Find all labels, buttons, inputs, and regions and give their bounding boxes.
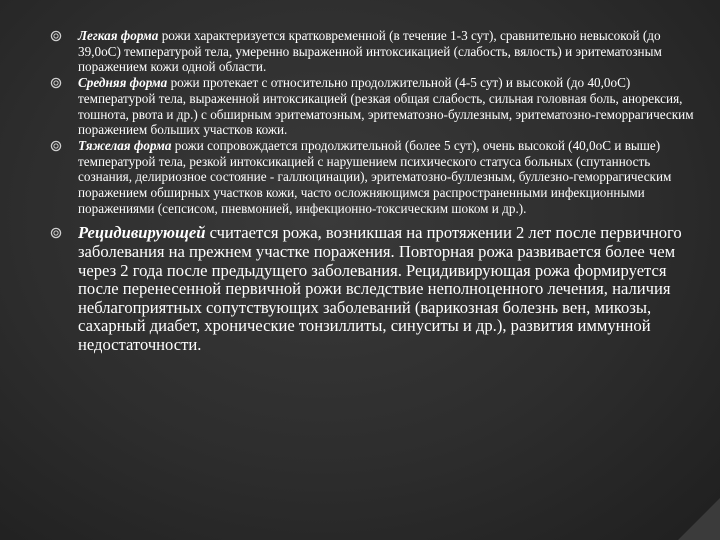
description-severe-form: рожи сопровождается продолжительной (более 5 сут), очень высокой (40,0оС и выше) температурой тела, резкой интоксикацией с нарушением психического статуса больных (спутанность сознания, делириозное состояние - галлюцинации), эритематозно-буллезным, буллезно-геморрагическим поражением обширных участков кожи, часто осложняющимся распространенными инфекционными поражениями (сепсисом, пневмонией, инфекционно-токсическим шоком и др.). bbox=[78, 137, 672, 216]
list-item-severe-form bbox=[50, 138, 695, 217]
ring-bullet-icon bbox=[50, 77, 62, 89]
bullet-list bbox=[50, 28, 695, 355]
list-item-recurrent bbox=[50, 224, 695, 354]
corner-fold bbox=[678, 498, 720, 540]
ring-bullet-icon bbox=[50, 30, 62, 42]
ring-bullet-icon bbox=[50, 140, 62, 152]
term-moderate-form: Средняя форма bbox=[78, 75, 168, 91]
description-moderate-form: рожи протекает с относительно продолжительной (4-5 сут) и высокой (до 40,0оС) температурой тела, выраженной интоксикацией (резкая общая слабость, сильная головная боль, анорексия, тошнота, рвота и др.) с обширным эритематозным, эритематозно-буллезным, эритематозно-геморрагическим поражением больших участков кожи. bbox=[78, 75, 694, 138]
description-recurrent: считается рожа, возникшая на протяжении 2 лет после первичного заболевания на прежнем участке поражения. Повторная рожа развивается более чем через 2 года после предыдущего заболевания. Рецидивирующая рожа формируется после перенесенной первичной рожи вследствие неполноценного лечения, наличия неблагоприятных сопутствующих заболеваний (варикозная болезнь вен, микозы, сахарный диабет, хронические тонзиллиты, синуситы и др.), развития иммунной недостаточности. bbox=[78, 223, 682, 354]
list-item-mild-form bbox=[50, 28, 695, 75]
list-item-moderate-form bbox=[50, 75, 695, 138]
term-recurrent: Рецидивирующей bbox=[78, 223, 206, 243]
term-mild-form: Легкая форма bbox=[78, 28, 159, 43]
ring-bullet-icon bbox=[50, 227, 62, 239]
description-mild-form: рожи характеризуется кратковременной (в течение 1-3 сут), сравнительно невысокой (до 39,0оС) температурой тела, умеренно выраженной интоксикацией (слабость, вялость) и эритематозным поражением кожи одной области. bbox=[78, 28, 662, 75]
term-severe-form: Тяжелая форма bbox=[78, 137, 172, 153]
